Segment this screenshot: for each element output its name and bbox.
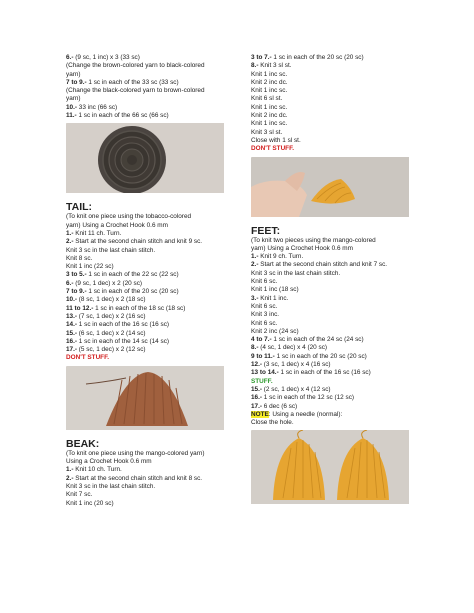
instruction-line [251, 270, 413, 278]
instruction-line [66, 238, 226, 246]
instruction-line [251, 62, 413, 70]
round-number: 15.- [66, 329, 78, 337]
instruction-text: Knit 1 inc. [258, 294, 289, 302]
instruction-text: (9 sc, 1 inc) x 3 (33 sc) [73, 54, 140, 61]
needle-note [251, 411, 413, 419]
instruction-text: Knit 6 sc. [251, 319, 278, 327]
instruction-line [251, 245, 413, 253]
instruction-line [66, 321, 226, 329]
round-number: 1.- [66, 229, 74, 237]
round-number: 8.- [251, 344, 259, 352]
instruction-line [251, 403, 413, 411]
beak-rounds-list [66, 450, 226, 508]
round-number: 9 to 11.- [251, 352, 275, 360]
instruction-line [251, 87, 413, 95]
instruction-text: 1 sc in each of the 12 sc (12 sc) [262, 394, 355, 402]
instruction-text: 1 sc in each of the 16 sc (16 sc) [77, 321, 170, 329]
instruction-text: 1 sc in each of the 16 sc (16 sc) [278, 369, 371, 377]
instruction-line [251, 278, 413, 286]
instruction-line [251, 137, 413, 145]
instruction-text: Knit 1 inc (22 sc) [66, 263, 114, 271]
instruction-line [66, 483, 226, 491]
round-number: 1.- [251, 253, 259, 261]
round-number: 2.- [66, 238, 74, 246]
instruction-line [66, 104, 226, 112]
instruction-text: Knit 3 sc in the last chain stitch. [251, 269, 341, 277]
instruction-line [251, 120, 413, 128]
instruction-line [66, 263, 226, 271]
instruction-text: 1 sc in each of the 33 sc (33 sc) [86, 78, 179, 86]
instruction-text: Knit 10 ch. Turn. [73, 466, 122, 474]
instruction-text: (To knit one piece using the tobacco-colored [66, 213, 192, 221]
instruction-line [251, 54, 413, 62]
instruction-line [251, 344, 413, 352]
head-piece-photo [66, 123, 226, 198]
feet-rounds-continued-list [251, 386, 413, 411]
head-rounds-list [66, 54, 226, 120]
round-number: 3 to 5.- [66, 271, 87, 279]
round-number: 17.- [66, 346, 78, 354]
instruction-text: 1 sc in each of the 18 sc (18 sc) [93, 304, 186, 312]
instruction-text: 1 sc in each of the 24 sc (24 sc) [271, 336, 364, 344]
instruction-text: Knit 3 sc in the last chain stitch. [66, 482, 156, 490]
instruction-line [251, 112, 413, 120]
note-text: : Using a needle (normal): [268, 410, 343, 418]
round-number: 11 to 12.- [66, 304, 94, 312]
instruction-line [251, 71, 413, 79]
instruction-text: (5 sc, 1 dec) x 2 (12 sc) [77, 346, 146, 354]
tail-rounds-list [66, 213, 226, 354]
instruction-line [66, 230, 226, 238]
round-number: 15.- [251, 385, 263, 393]
beak-piece-photo [251, 157, 413, 222]
instruction-text: 1 sc in each of the 22 sc (22 sc) [86, 271, 179, 279]
instruction-text: yarn) [66, 70, 81, 78]
feet-rounds-list [251, 237, 413, 378]
instruction-line [251, 286, 413, 294]
instruction-line [66, 62, 226, 70]
instruction-line [66, 247, 226, 255]
instruction-line [251, 369, 413, 377]
instruction-line [251, 237, 413, 245]
round-number: 17.- [251, 402, 263, 410]
instruction-text: Start at the second chain stitch and knit 9 sc. [73, 238, 203, 246]
instruction-text: 6 dec (6 sc) [262, 402, 298, 410]
instruction-text: 1 sc in each of the 20 sc (20 sc) [271, 54, 364, 61]
instruction-line [66, 112, 226, 120]
note-label: NOTE [251, 410, 269, 418]
instruction-text: (To knit one piece using the mango-colored yarn) [66, 449, 205, 457]
instruction-text: Knit 1 inc sc. [251, 70, 288, 78]
instruction-line [66, 466, 226, 474]
instruction-text: Knit 6 sl st. [251, 95, 283, 103]
instruction-text: 33 inc (66 sc) [77, 103, 118, 111]
instruction-line [251, 79, 413, 87]
instruction-line [251, 386, 413, 394]
tail-dont-stuff-note: DON'T STUFF. [66, 354, 110, 362]
round-number: 2.- [66, 474, 74, 482]
instruction-text: 1 sc in each of the 20 sc (20 sc) [86, 288, 179, 296]
instruction-line [66, 71, 226, 79]
instruction-text: Knit 3 sl st. [251, 128, 283, 136]
instruction-text: (Change the brown-colored yarn to black-colored [66, 62, 205, 70]
instruction-text: (4 sc, 1 dec) x 4 (20 sc) [258, 344, 328, 352]
instruction-text: Knit 3 inc. [251, 311, 280, 319]
round-number: 3.- [251, 294, 259, 302]
round-number: 3 to 7.- [251, 54, 272, 61]
instruction-line [66, 54, 226, 62]
left-column [66, 54, 226, 508]
instruction-line [251, 303, 413, 311]
instruction-text: Knit 1 inc sc. [251, 103, 288, 111]
instruction-line [251, 95, 413, 103]
instruction-text: Knit 2 inc dc. [251, 112, 288, 120]
instruction-text: 1 sc in each of the 66 sc (66 sc) [76, 112, 169, 120]
instruction-line [251, 253, 413, 261]
instruction-text: Knit 1 inc (20 sc) [66, 499, 114, 507]
instruction-text: (8 sc, 1 dec) x 2 (18 sc) [77, 296, 146, 304]
instruction-text: (9 sc, 1 dec) x 2 (20 sc) [73, 279, 143, 287]
instruction-line [251, 311, 413, 319]
instruction-text: Knit 1 inc sc. [251, 87, 288, 95]
instruction-line [66, 288, 226, 296]
instruction-line [66, 491, 226, 499]
instruction-line [66, 95, 226, 103]
tail-heading: TAIL: [66, 201, 93, 214]
beak-rounds-continued-list [251, 54, 413, 145]
instruction-line [251, 328, 413, 336]
round-number: 10.- [66, 296, 78, 304]
instruction-line [66, 255, 226, 263]
instruction-line [251, 361, 413, 369]
round-number: 13.- [66, 312, 78, 320]
feet-heading: FEET: [251, 224, 281, 237]
instruction-text: Start at the second chain stitch and knit 7 sc. [258, 261, 388, 269]
instruction-text: yarn) Using a Crochet Hook 0.6 mm [66, 221, 168, 229]
round-number: 16.- [66, 337, 78, 345]
round-number: 14.- [66, 321, 78, 329]
round-number: 16.- [251, 394, 263, 402]
instruction-line [66, 271, 226, 279]
instruction-line [66, 213, 226, 221]
feet-pieces-photo [251, 430, 413, 509]
stuff-note: STUFF. [251, 377, 273, 385]
instruction-line [66, 346, 226, 354]
instruction-text: (Change the black-colored yarn to brown-colored [66, 87, 205, 95]
instruction-text: Knit 1 inc sc. [251, 120, 288, 128]
beak-dont-stuff-note: DON'T STUFF. [251, 145, 295, 153]
instruction-text: Knit 3 sc in the last chain stitch. [66, 246, 156, 254]
needle-note-line2: Close the hole. [251, 419, 294, 427]
round-number: 10.- [66, 103, 78, 111]
instruction-text: Start at the second chain stitch and knit 8 sc. [73, 474, 203, 482]
instruction-line [251, 320, 413, 328]
instruction-line [251, 129, 413, 137]
round-number: 12.- [251, 361, 263, 369]
instruction-line [251, 295, 413, 303]
right-column [251, 54, 413, 512]
instruction-text: Knit 9 ch. Turn. [258, 253, 304, 261]
instruction-text: (6 sc, 1 dec) x 2 (14 sc) [77, 329, 146, 337]
instruction-text: (To knit two pieces using the mango-colored [251, 236, 376, 244]
round-number: 4 to 7.- [251, 336, 272, 344]
instruction-line [251, 353, 413, 361]
instruction-line [66, 450, 226, 458]
instruction-line [251, 261, 413, 269]
instruction-line [66, 338, 226, 346]
instruction-line [251, 336, 413, 344]
instruction-line [66, 458, 226, 466]
instruction-text: (2 sc, 1 dec) x 4 (12 sc) [262, 385, 331, 393]
instruction-text: Knit 3 sl st. [258, 62, 292, 70]
instruction-line [66, 313, 226, 321]
tail-piece-photo [66, 366, 226, 435]
instruction-line [66, 475, 226, 483]
instruction-text: (7 sc, 1 dec) x 2 (16 sc) [77, 312, 146, 320]
instruction-line [66, 222, 226, 230]
instruction-text: Knit 7 sc. [66, 491, 93, 499]
round-number: 7 to 9.- [66, 288, 87, 296]
instruction-text: Close with 1 sl st. [251, 136, 301, 144]
round-number: 11.- [66, 112, 77, 120]
round-number: 2.- [251, 261, 259, 269]
instruction-line [66, 296, 226, 304]
instruction-line [66, 500, 226, 508]
round-number: 6.- [66, 54, 74, 61]
instruction-text: 1 sc in each of the 14 sc (14 sc) [77, 337, 170, 345]
round-number: 7 to 9.- [66, 78, 87, 86]
instruction-line [251, 104, 413, 112]
round-number: 8.- [251, 62, 259, 70]
instruction-text: (3 sc, 1 dec) x 4 (16 sc) [262, 361, 331, 369]
instruction-text: yarn) [66, 95, 81, 103]
instruction-text: Knit 6 sc. [251, 278, 278, 286]
instruction-line [66, 305, 226, 313]
round-number: 1.- [66, 466, 74, 474]
beak-heading: BEAK: [66, 437, 100, 450]
instruction-line [66, 280, 226, 288]
instruction-text: Knit 11 ch. Turn. [73, 229, 122, 237]
instruction-text: 1 sc in each of the 20 sc (20 sc) [274, 352, 367, 360]
round-number: 6.- [66, 279, 74, 287]
instruction-text: Knit 8 sc. [66, 254, 93, 262]
instruction-text: Knit 2 inc dc. [251, 78, 288, 86]
instruction-text: Knit 6 sc. [251, 302, 278, 310]
instruction-text: yarn) Using a Crochet Hook 0.6 mm [251, 244, 353, 252]
instruction-line [66, 87, 226, 95]
round-number: 13 to 14.- [251, 369, 279, 377]
instruction-line [251, 394, 413, 402]
instruction-text: Knit 1 inc (18 sc) [251, 286, 299, 294]
instruction-text: Knit 2 inc (24 sc) [251, 327, 299, 335]
instruction-line [66, 330, 226, 338]
instruction-line [66, 79, 226, 87]
instruction-text: Using a Crochet Hook 0.6 mm [66, 458, 152, 466]
